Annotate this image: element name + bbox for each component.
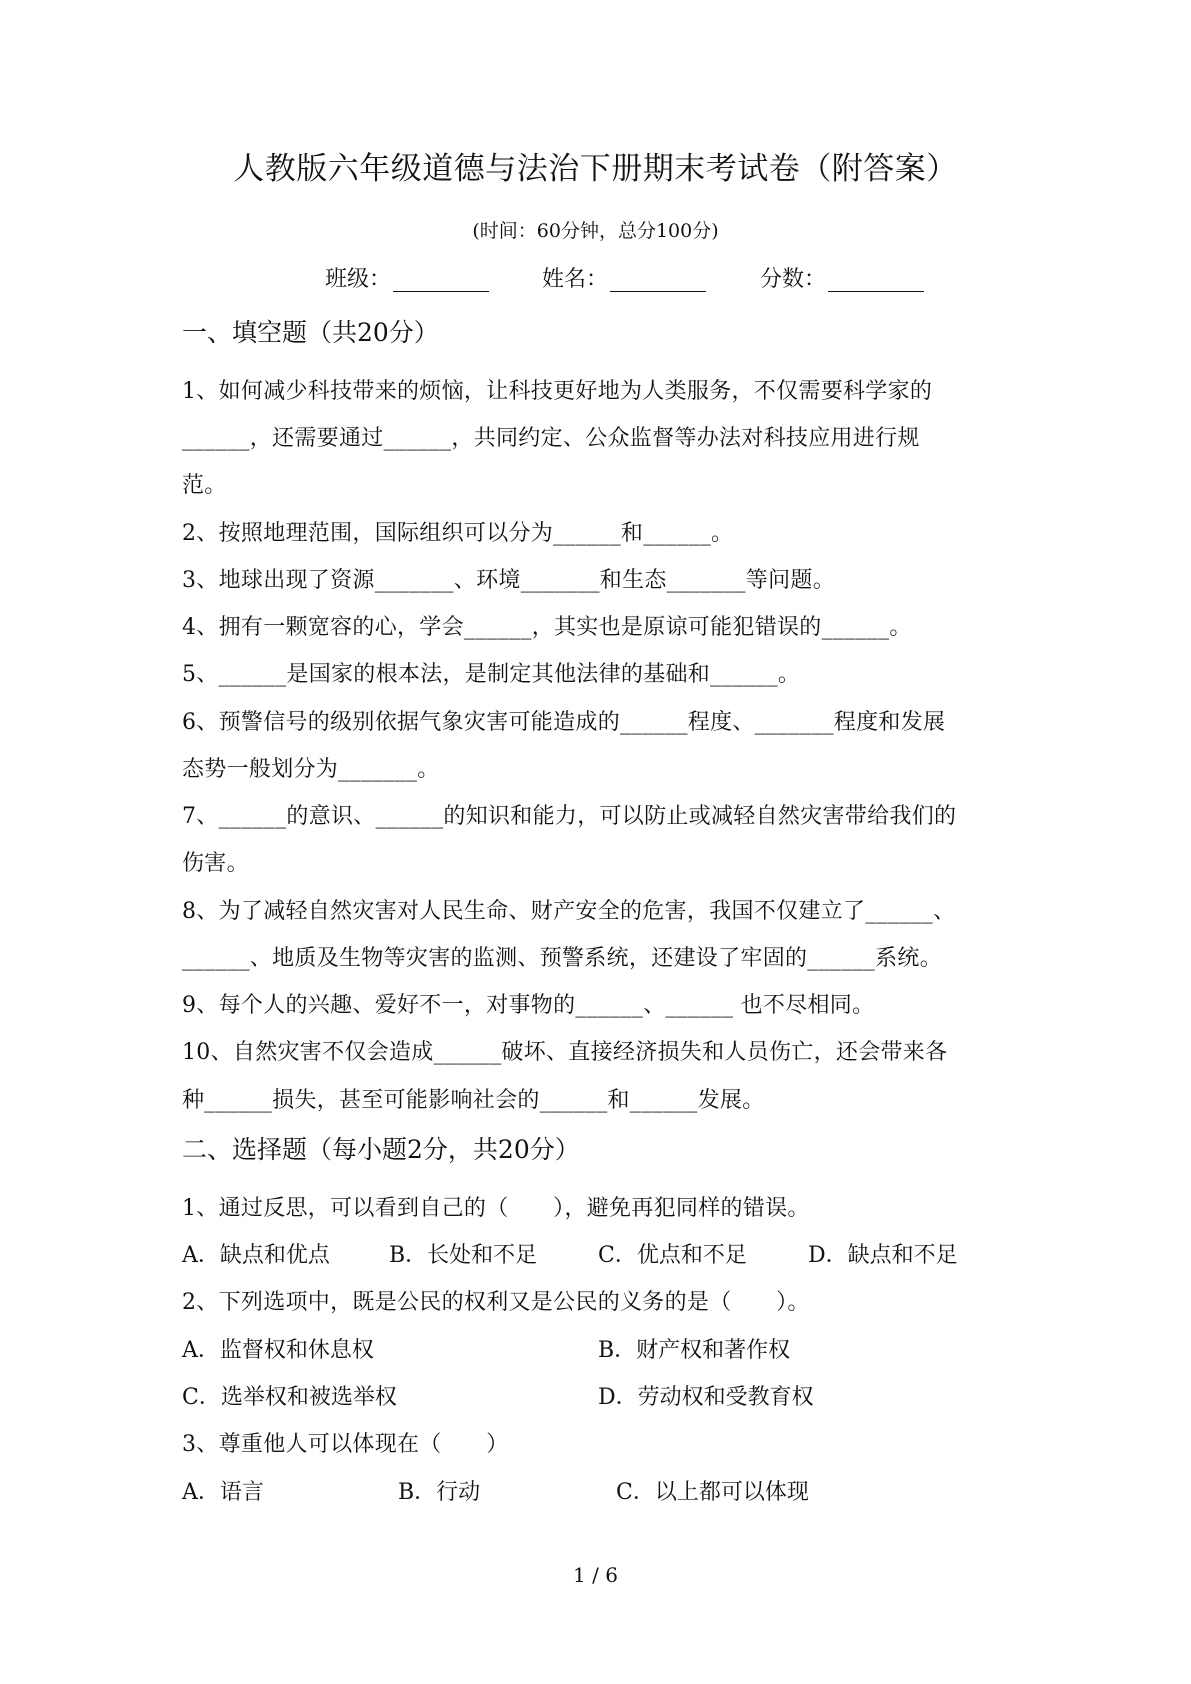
question-line: 9、每个人的兴趣、爱好不一，对事物的______、______ 也不尽相同。 — [182, 993, 875, 1018]
question-line: 8、为了减轻自然灾害对人民生命、财产安全的危害，我国不仅建立了______、 — [182, 899, 956, 924]
name-blank — [610, 267, 706, 292]
name-field — [542, 262, 706, 293]
option-b: B．财产权和著作权 — [598, 1338, 791, 1363]
option-a: A．缺点和优点 — [182, 1243, 330, 1268]
question-line: 5、______是国家的根本法，是制定其他法律的基础和______。 — [182, 662, 801, 687]
question-line: 4、拥有一颗宽容的心，学会______，其实也是原谅可能犯错误的______。 — [182, 615, 912, 640]
option-d: D．劳动权和受教育权 — [598, 1385, 814, 1410]
question-line: 2、按照地理范围，国际组织可以分为______和______。 — [182, 521, 734, 546]
option-a: A．语言 — [182, 1480, 264, 1505]
question-line: 种______损失，甚至可能影响社会的______和______发展。 — [182, 1088, 765, 1113]
option-b: B．长处和不足 — [389, 1243, 538, 1268]
section-heading-multiple-choice: 二、选择题（每小题2分，共20分） — [182, 1135, 580, 1164]
question-line: 3、尊重他人可以体现在（ ） — [182, 1432, 509, 1457]
question-line: 伤害。 — [182, 851, 249, 876]
question-line: 6、预警信号的级别依据气象灾害可能造成的______程度、_______程度和发展 — [182, 710, 946, 735]
score-blank — [828, 267, 924, 292]
name-label: 姓名： — [542, 267, 609, 292]
option-c: C．选举权和被选举权 — [182, 1385, 397, 1410]
option-c: C．以上都可以体现 — [616, 1480, 809, 1505]
exam-time-info: (时间：60分钟，总分100分) — [472, 220, 719, 242]
page-number: 1 / 6 — [573, 1563, 618, 1587]
question-line: ______、地质及生物等灾害的监测、预警系统，还建设了牢固的______系统。 — [182, 946, 943, 971]
section-heading-fill-in: 一、填空题（共20分） — [182, 318, 439, 347]
class-label: 班级： — [325, 267, 392, 292]
question-line: ______，还需要通过______，共同约定、公众监督等办法对科技应用进行规 — [182, 426, 920, 451]
option-c: C．优点和不足 — [598, 1243, 747, 1268]
option-d: D．缺点和不足 — [808, 1243, 958, 1268]
page-title: 人教版六年级道德与法治下册期末考试卷（附答案） — [233, 151, 958, 187]
option-b: B．行动 — [398, 1480, 481, 1505]
question-line: 3、地球出现了资源_______、环境_______和生态_______等问题。 — [182, 568, 835, 593]
question-line: 范。 — [182, 473, 227, 498]
student-info-row — [0, 262, 1191, 296]
question-line: 态势一般划分为_______。 — [182, 757, 440, 782]
score-label: 分数： — [760, 267, 827, 292]
score-field — [760, 262, 924, 293]
question-line: 1、如何减少科技带来的烦恼，让科技更好地为人类服务，不仅需要科学家的 — [182, 379, 933, 404]
class-field — [325, 262, 489, 293]
question-line: 1、通过反思，可以看到自己的（ ），避免再犯同样的错误。 — [182, 1196, 810, 1221]
option-a: A．监督权和休息权 — [182, 1338, 374, 1363]
question-line: 7、______的意识、______的知识和能力，可以防止或减轻自然灾害带给我们的 — [182, 804, 957, 829]
question-line: 2、下列选项中，既是公民的权利又是公民的义务的是（ ）。 — [182, 1290, 810, 1315]
class-blank — [393, 267, 489, 292]
question-line: 10、自然灾害不仅会造成______破坏、直接经济损失和人员伤亡，还会带来各 — [182, 1040, 948, 1065]
